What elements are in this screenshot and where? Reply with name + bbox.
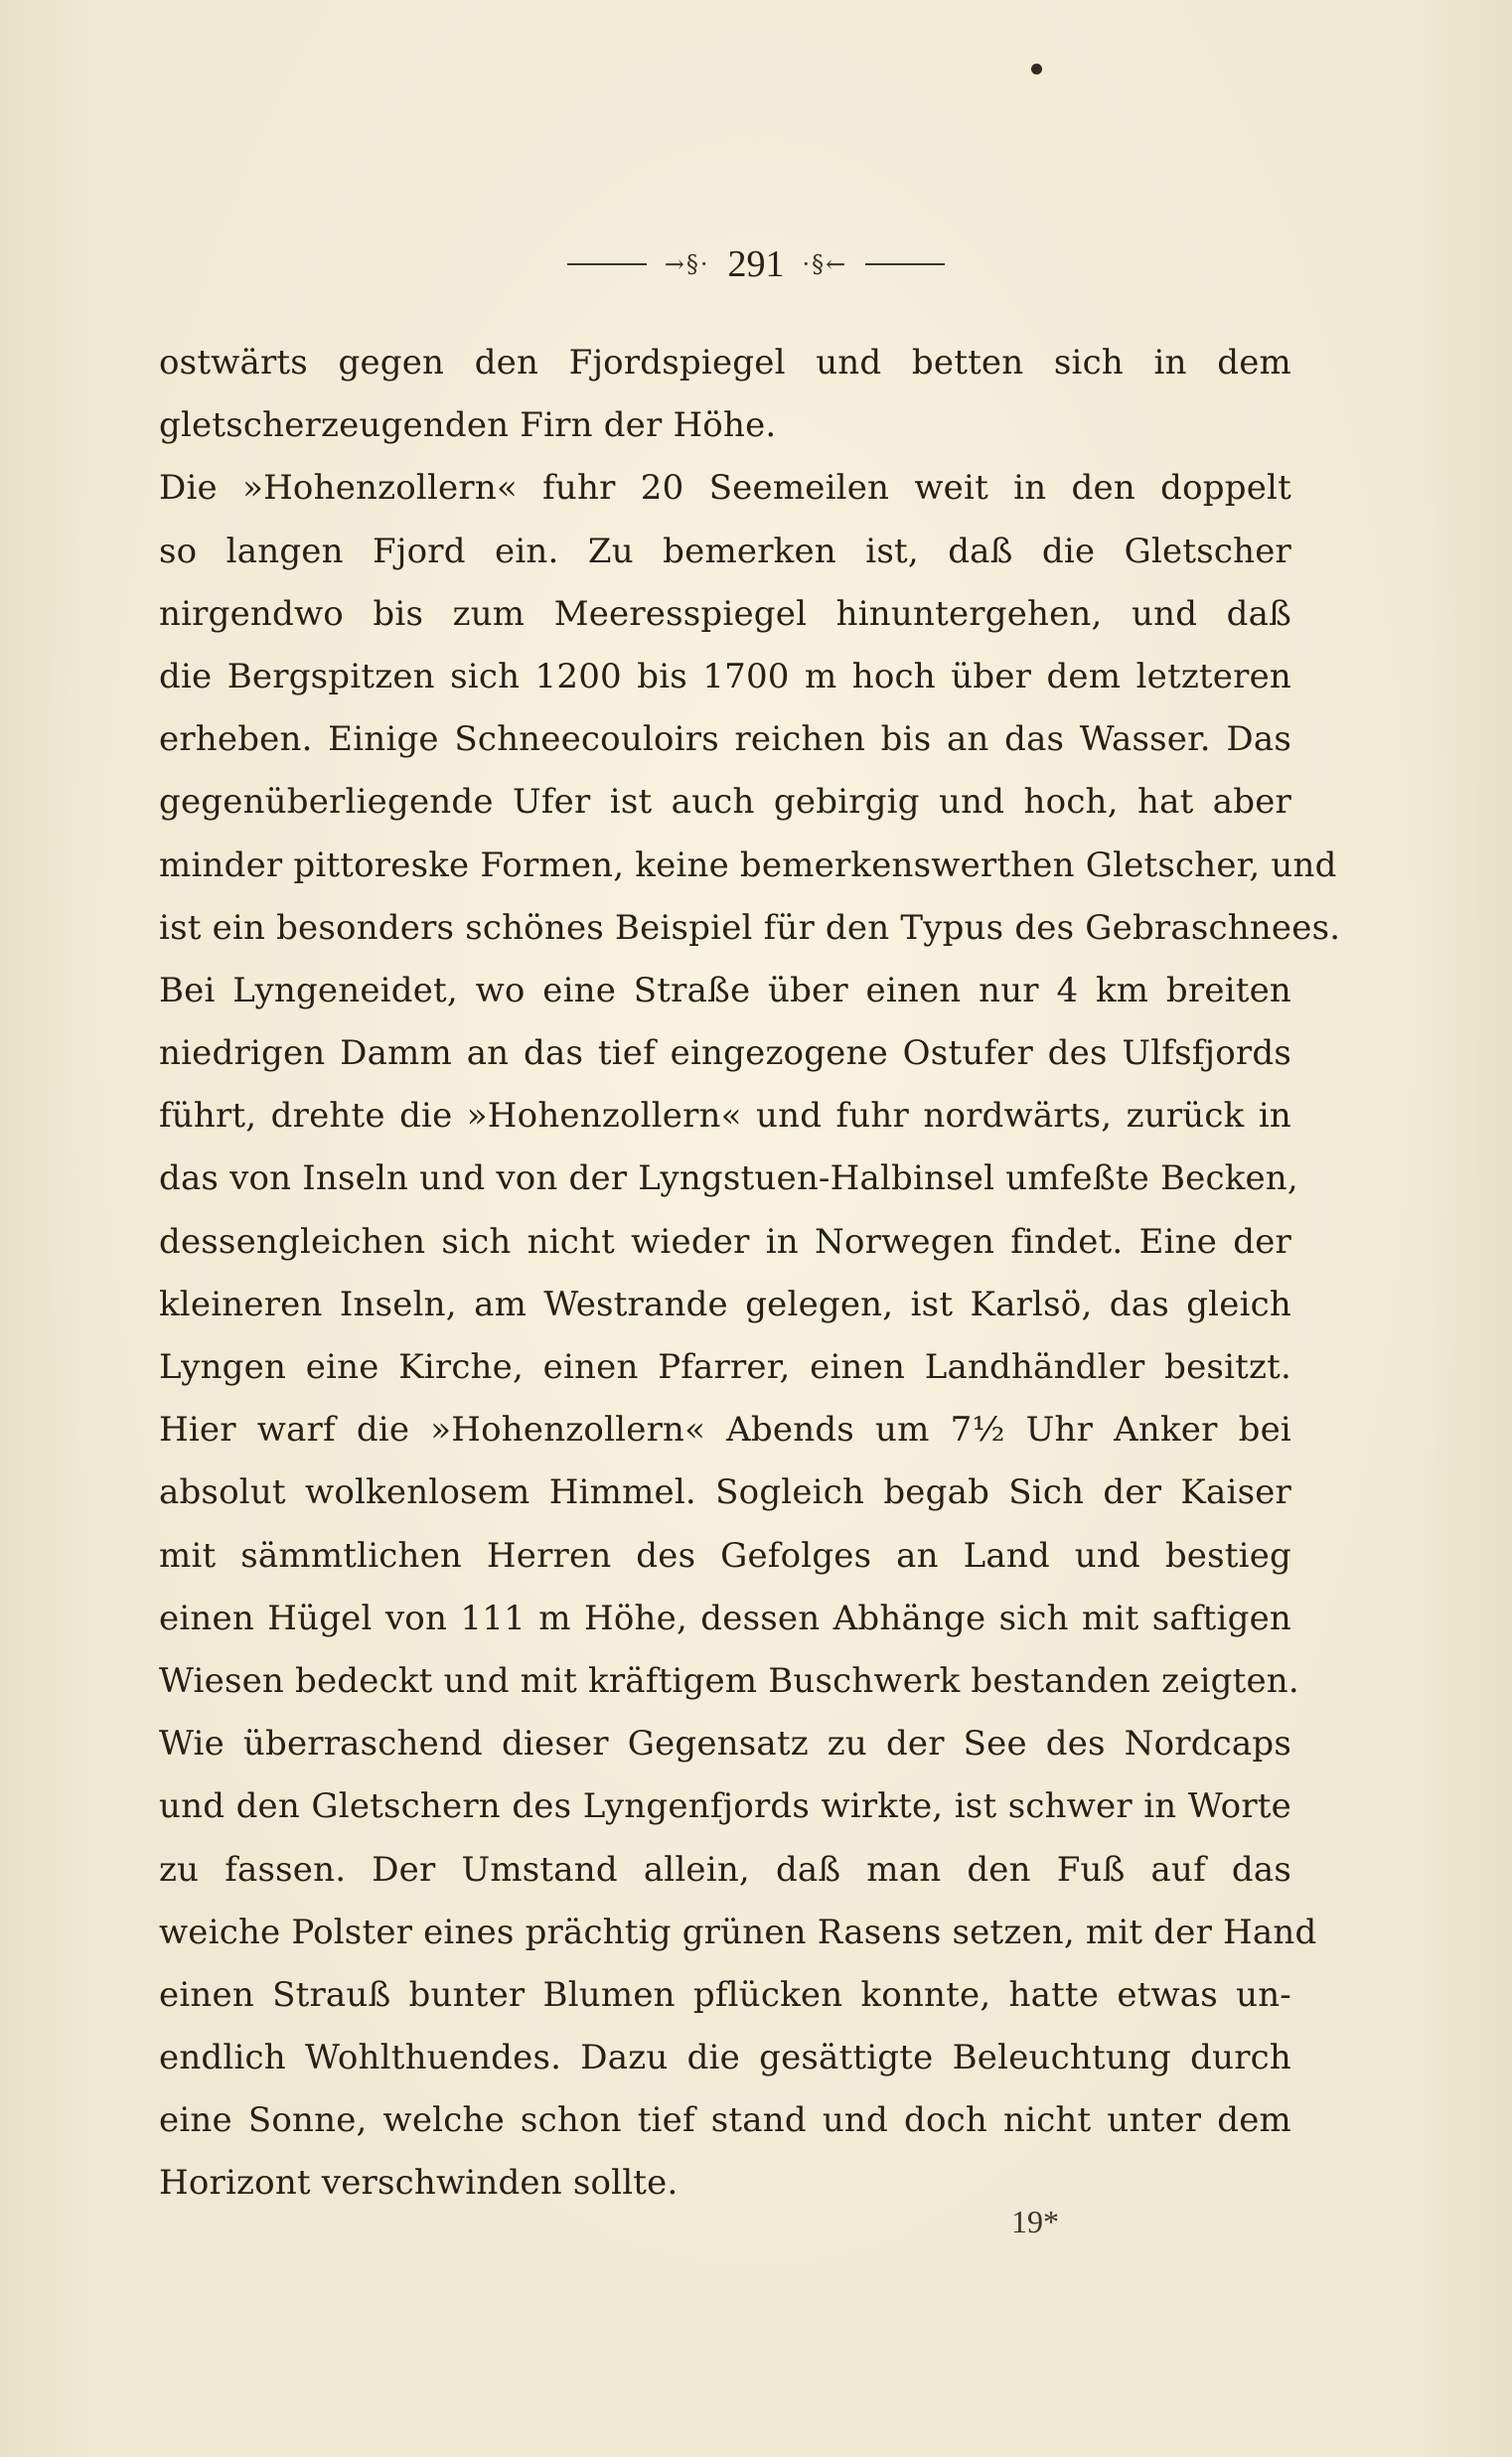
body-text <box>159 332 1341 2216</box>
text-line: Lyngen eine Kirche, einen Pfarrer, einen Landhändler besitzt. <box>159 1347 1291 1387</box>
text-line: Bei Lyngeneidet, wo eine Straße über einen nur 4 km breiten <box>159 970 1291 1010</box>
text-line: und den Gletschern des Lyngenfjords wirkte, ist schwer in Worte <box>159 1786 1291 1827</box>
text-line: gletscherzeugenden Firn der Höhe. <box>159 405 777 446</box>
text-line: dessengleichen sich nicht wieder in Norwegen findet. Eine der <box>159 1221 1291 1262</box>
text-line: die Bergspitzen sich 1200 bis 1700 m hoch über dem letzteren <box>159 656 1291 696</box>
text-line: einen Strauß bunter Blumen pflücken konnte, hatte etwas un- <box>159 1974 1291 2015</box>
right-rule <box>865 263 945 265</box>
text-line: Hier warf die »Hohenzollern« Abends um 7½ Uhr Anker bei <box>159 1410 1291 1451</box>
text-line: Die »Hohenzollern« fuhr 20 Seemeilen weit in den doppelt <box>159 468 1291 509</box>
text-line: kleineren Inseln, am Westrande gelegen, ist Karlsö, das gleich <box>159 1284 1291 1324</box>
ink-speck <box>1031 64 1042 75</box>
text-line: ostwärts gegen den Fjordspiegel und betten sich in dem <box>159 343 1291 383</box>
left-rule <box>567 263 647 265</box>
text-line: eine Sonne, welche schon tief stand und doch nicht unter dem <box>159 2100 1291 2141</box>
text-line: erheben. Einige Schneecouloirs reichen bis an das Wasser. Das <box>159 719 1291 760</box>
text-line: einen Hügel von 111 m Höhe, dessen Abhänge sich mit saftigen <box>159 1598 1291 1638</box>
running-head <box>0 234 1512 294</box>
text-line: weiche Polster eines prächtig grünen Rasens setzen, mit der Hand <box>159 1912 1317 1952</box>
text-line: absolut wolkenlosem Himmel. Sogleich begab Sich der Kaiser <box>159 1472 1291 1513</box>
text-line: ist ein besonders schönes Beispiel für den Typus des Gebraschnees. <box>159 907 1341 948</box>
text-line: führt, drehte die »Hohenzollern« und fuhr nordwärts, zurück in <box>159 1096 1291 1137</box>
text-line: mit sämmtlichen Herren des Gefolges an Land und bestieg <box>159 1535 1291 1576</box>
text-line: endlich Wohlthuendes. Dazu die gesättigte Beleuchtung durch <box>159 2038 1291 2078</box>
text-line: so langen Fjord ein. Zu bemerken ist, daß die Gletscher <box>159 531 1291 571</box>
text-line: zu fassen. Der Umstand allein, daß man den Fuß auf das <box>159 1849 1291 1890</box>
text-line: das von Inseln und von der Lyngstuen-Halbinsel umfeßte Becken, <box>159 1158 1298 1199</box>
text-line: Wiesen bedeckt und mit kräftigem Buschwerk bestanden zeigten. <box>159 1660 1299 1701</box>
text-line: nirgendwo bis zum Meeresspiegel hinuntergehen, und daß <box>159 593 1291 634</box>
text-line: Horizont verschwinden sollte. <box>159 2163 679 2204</box>
page-number: 291 <box>727 243 785 285</box>
left-ornament: →§· <box>664 250 710 278</box>
text-line: gegenüberliegende Ufer ist auch gebirgig und hoch, hat aber <box>159 782 1291 823</box>
signature-mark: 19* <box>1011 2204 1059 2239</box>
text-line: minder pittoreske Formen, keine bemerkenswerthen Gletscher, und <box>159 845 1337 885</box>
right-ornament: ·§← <box>802 250 848 278</box>
text-line: niedrigen Damm an das tief eingezogene Ostufer des Ulfsfjords <box>159 1033 1291 1074</box>
text-line: Wie überraschend dieser Gegensatz zu der See des Nordcaps <box>159 1724 1291 1765</box>
